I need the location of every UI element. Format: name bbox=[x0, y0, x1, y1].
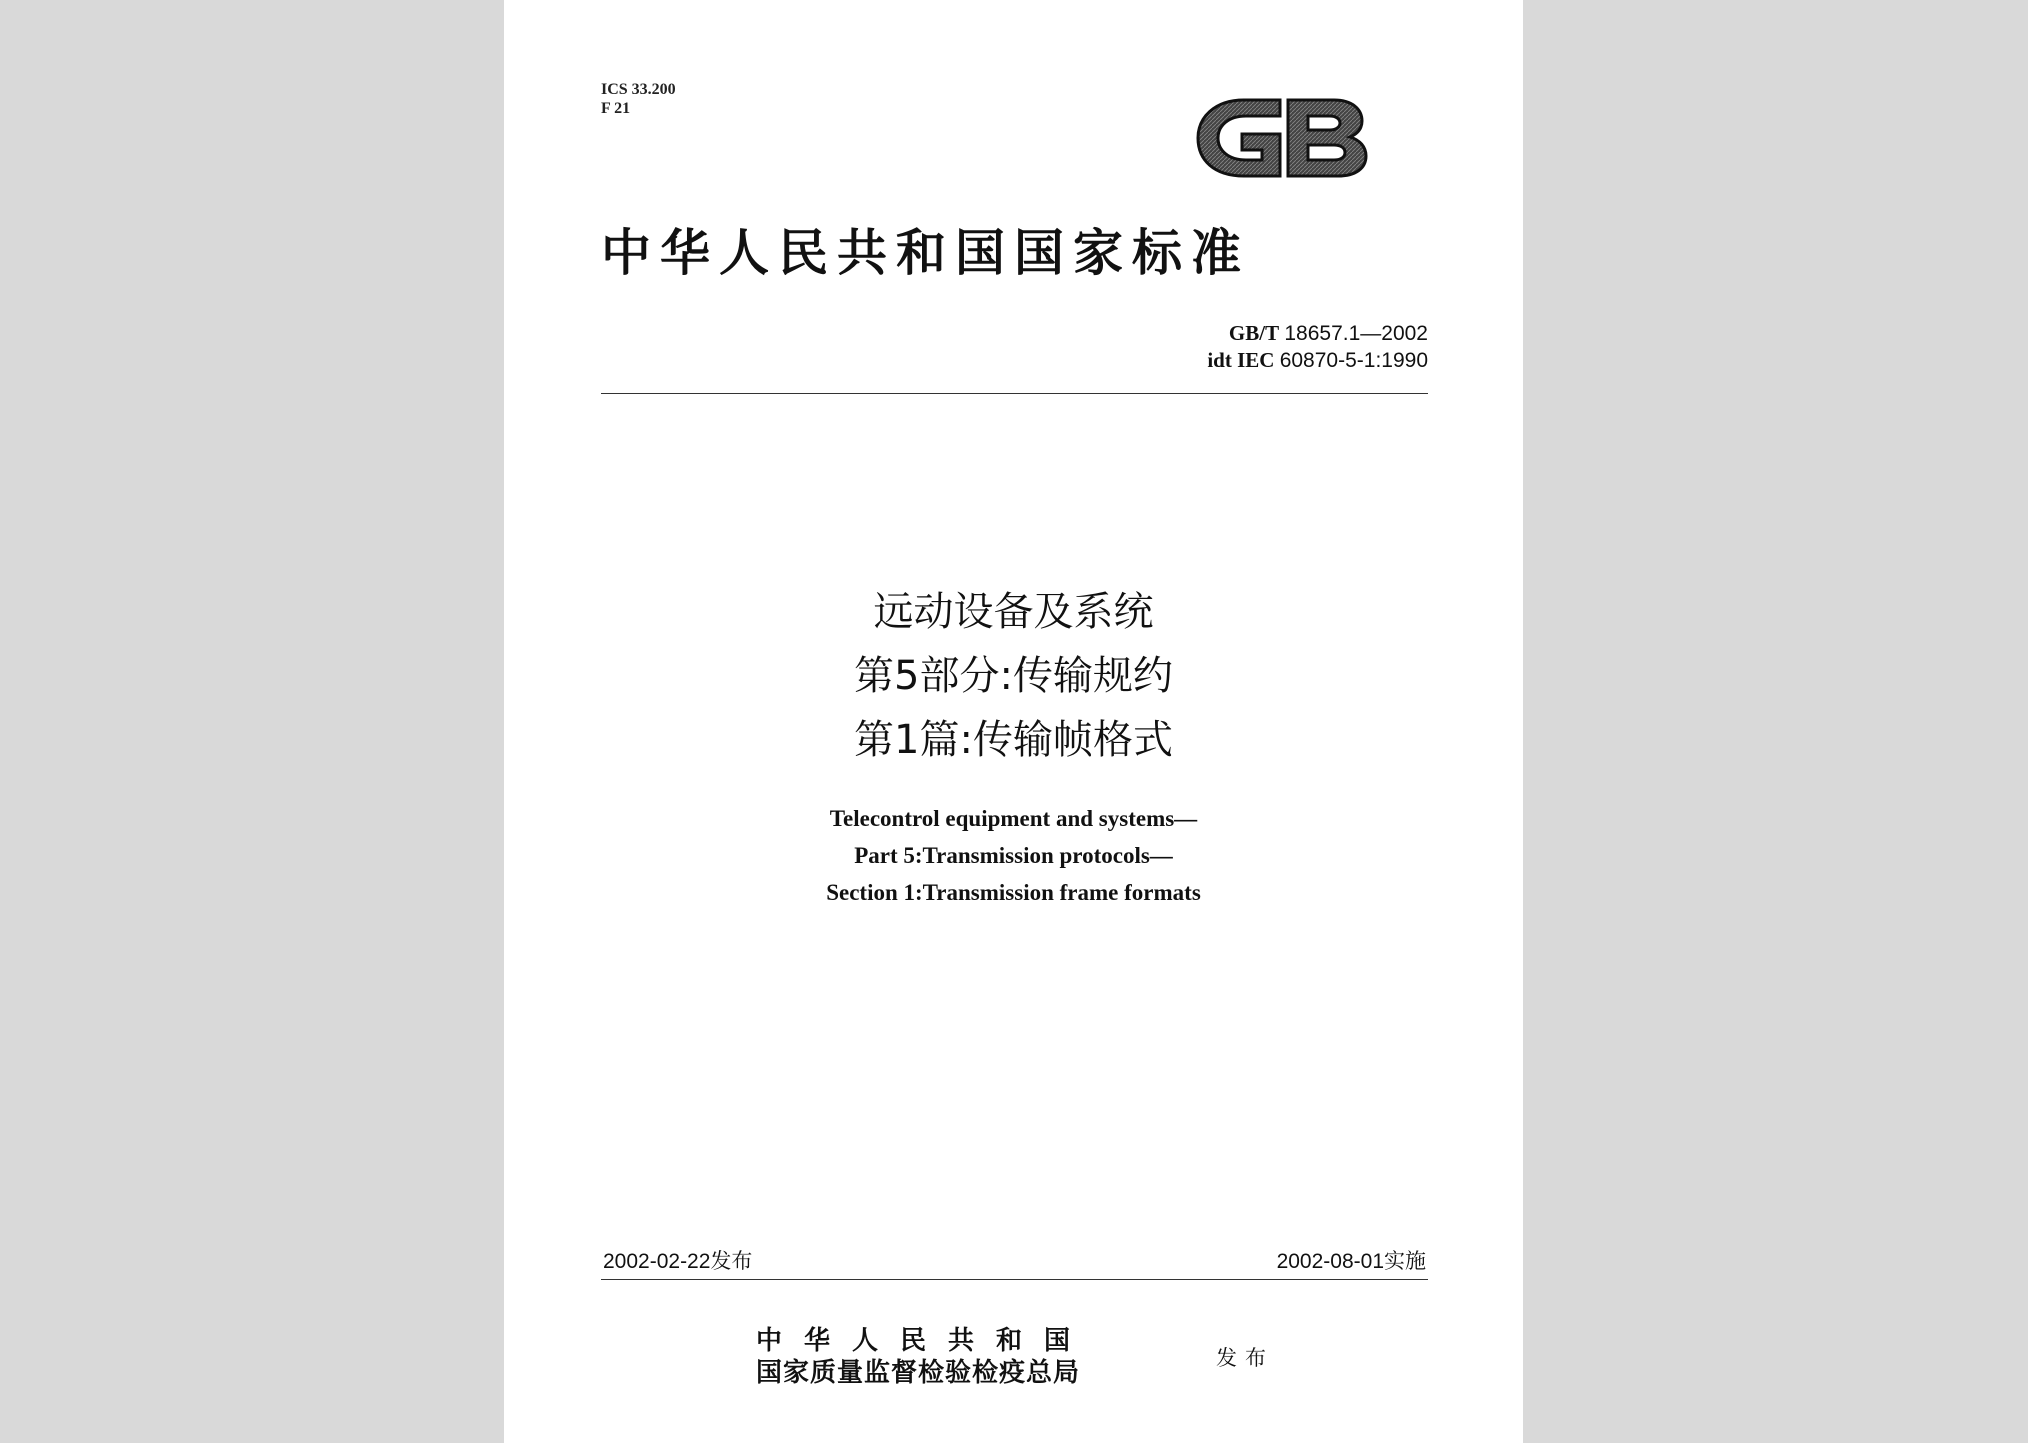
english-title-line-1: Telecontrol equipment and systems— bbox=[829, 806, 1198, 831]
chinese-title bbox=[504, 580, 1523, 772]
effective-date: 2002-08-01实施 bbox=[1276, 1250, 1426, 1273]
issuer-line-2: 国家质量监督检验检疫总局 bbox=[756, 1358, 1081, 1388]
classification-codes bbox=[601, 80, 676, 118]
english-title-line-2: Part 5:Transmission protocols— bbox=[854, 843, 1173, 868]
gb-logo-icon bbox=[1184, 88, 1374, 188]
standard-number-line bbox=[1207, 320, 1428, 347]
ccs-code: F 21 bbox=[601, 100, 631, 117]
chinese-title-line-3: 第1篇:传输帧格式 bbox=[854, 717, 1173, 763]
standard-number-block bbox=[1207, 320, 1428, 374]
issue-date: 2002-02-22发布 bbox=[603, 1250, 753, 1273]
national-standard-title: 中华人民共和国国家标准 bbox=[601, 223, 1250, 282]
standard-number-prefix: GB/T bbox=[1228, 321, 1280, 345]
idt-prefix: idt IEC bbox=[1207, 348, 1275, 372]
gb-logo-letters bbox=[1198, 100, 1366, 176]
publish-label: 发布 bbox=[1216, 1346, 1274, 1370]
chinese-title-line-1: 远动设备及系统 bbox=[873, 589, 1154, 635]
gb-logo-graphic bbox=[1184, 88, 1374, 188]
idt-line bbox=[1207, 347, 1428, 374]
chinese-title-line-2: 第5部分:传输规约 bbox=[854, 653, 1173, 699]
idt-number: 60870-5-1:1990 bbox=[1279, 349, 1428, 372]
document-page bbox=[504, 0, 1523, 1443]
english-title bbox=[504, 800, 1523, 911]
issuer-line-1: 中华人民共和国 bbox=[756, 1326, 1093, 1356]
header-divider bbox=[601, 393, 1428, 394]
english-title-line-3: Section 1:Transmission frame formats bbox=[826, 880, 1201, 905]
issuing-authority bbox=[756, 1325, 1092, 1389]
footer-divider bbox=[601, 1279, 1428, 1280]
ics-code: ICS 33.200 bbox=[601, 81, 676, 98]
standard-number: 18657.1—2002 bbox=[1284, 322, 1428, 345]
